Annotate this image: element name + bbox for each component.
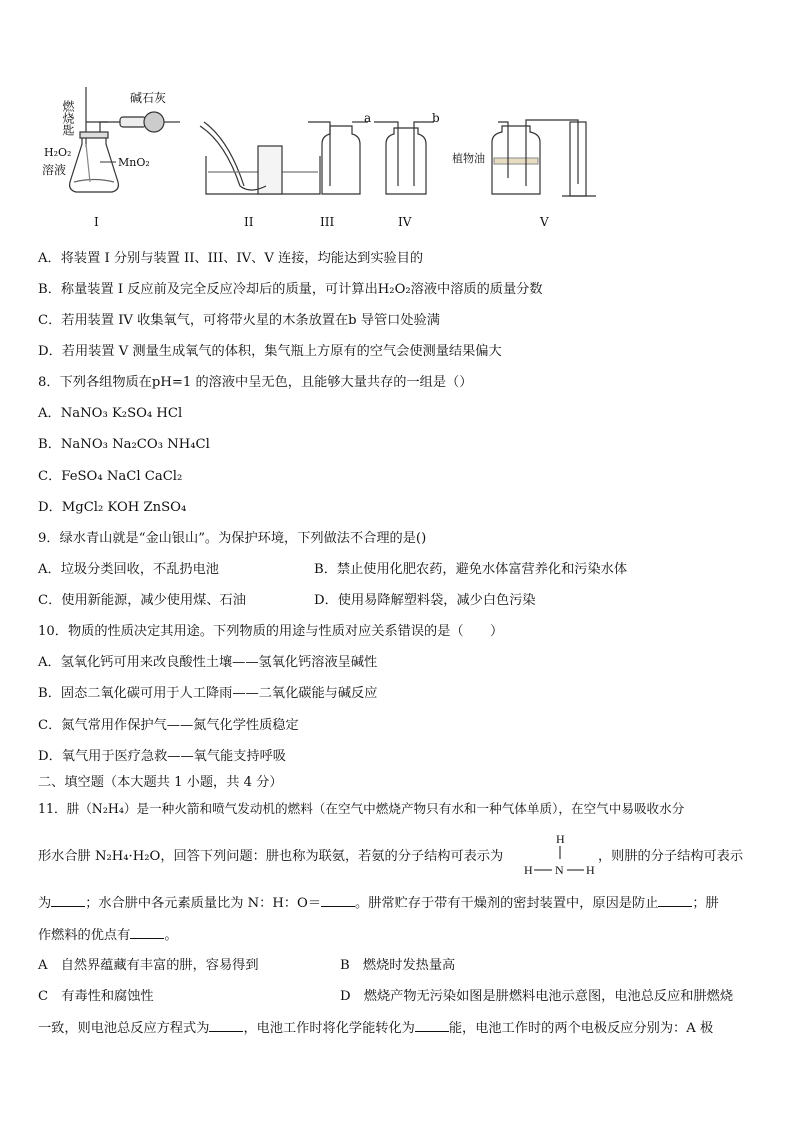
answer-blank-2[interactable] (321, 894, 355, 907)
answer-blank-5[interactable] (209, 1019, 243, 1032)
q9-option-c: C．使用新能源，减少使用煤、石油 (38, 593, 246, 608)
q9-option-a: A．垃圾分类回收，不乱扔电池 (38, 562, 219, 577)
port-a-label: a (364, 111, 372, 125)
q9-option-b: B．禁止使用化肥农药，避免水体富营养化和污染水体 (314, 562, 628, 577)
q11-option-d: D 燃烧产物无污染如图是肼燃料电池示意图，电池总反应和肼燃烧 (340, 989, 734, 1004)
q11-line-2 (38, 848, 503, 866)
q11-line-2-text-b: ，则肼的分子结构可表示 (598, 849, 744, 864)
apparatus-figure (30, 82, 750, 232)
q11-line-4-text-a: 作燃料的优点有 (38, 928, 131, 943)
ammonia-h-left: H (524, 863, 533, 877)
mno2-label: MnO₂ (118, 156, 150, 169)
q11-line-3-text-d: ；肼 (692, 896, 719, 911)
q10-option-a: A．氢氧化钙可用来改良酸性土壤——氢氧化钙溶液呈碱性 (38, 655, 378, 670)
q11-line-6-text-b: ，电池工作时将化学能转化为 (243, 1021, 415, 1036)
apparatus-label-2: II (244, 215, 254, 229)
q11-line-3-text-c: 。肼常贮存于带有干燥剂的密封装置中，原因是防止 (355, 896, 659, 911)
q10-option-b: B．固态二氧化碳可用于人工降雨——二氧化碳能与碱反应 (38, 686, 378, 701)
q11-option-b: B 燃烧时发热量高 (340, 958, 456, 973)
answer-blank-4[interactable] (130, 926, 164, 939)
q7-option-a: A．将装置 I 分别与装置 II、III、IV、V 连接，均能达到实验目的 (38, 251, 424, 266)
apparatus-2 (200, 122, 320, 194)
apparatus-4 (374, 122, 434, 194)
q11-line-3-text-b: ；水合肼中各元素质量比为 N：H：O＝ (85, 896, 322, 911)
port-b-label: b (432, 111, 440, 125)
q11-line-4 (38, 926, 178, 945)
vegetable-oil-label: 植物油 (452, 152, 485, 165)
q11-line-2-text-a: 形水合肼 N₂H₄·H₂O，回答下列问题：肼也称为联氨，若氨的分子结构可表示为 (38, 849, 504, 864)
q11-line-6 (38, 1019, 713, 1038)
section-2-heading: 二、填空题（本大题共 1 小题，共 4 分） (38, 775, 283, 790)
ammonia-n: N (555, 863, 564, 877)
q11-line-4-text-b: 。 (164, 928, 178, 943)
q7-option-d: D．若用装置 V 测量生成氧气的体积，集气瓶上方原有的空气会使测量结果偏大 (38, 344, 502, 359)
q7-option-b: B．称量装置 I 反应前及完全反应冷却后的质量，可计算出H₂O₂溶液中溶质的质量分数 (38, 282, 543, 297)
q11-line-1: 11．肼（N₂H₄）是一种火箭和喷气发动机的燃料（在空气中燃烧产物只有水和一种气体单质），在空气中易吸收水分 (38, 801, 685, 816)
q11-line-3 (38, 894, 719, 913)
q7-option-c: C．若用装置 IV 收集氧气，可将带火星的木条放置在b 导管口处验满 (38, 313, 440, 328)
ammonia-structure-figure (524, 832, 608, 880)
h2o2-label: H₂O₂ (44, 146, 72, 159)
q8-option-b: B．NaNO₃ Na₂CO₃ NH₄Cl (38, 437, 210, 452)
solution-label: 溶液 (42, 163, 67, 177)
apparatus-3 (308, 122, 368, 194)
apparatus-5 (492, 120, 596, 196)
q11-line-3-text-a: 为 (38, 896, 52, 911)
q11-option-a: A 自然界蕴藏有丰富的肼，容易得到 (38, 958, 259, 973)
apparatus-label-4: IV (398, 215, 412, 229)
q11-line-6-text-a: 一致，则电池总反应方程式为 (38, 1021, 210, 1036)
q11-line-6-text-c: 能，电池工作时的两个电极反应分别为：A 极 (448, 1021, 714, 1036)
q8-option-d: D．MgCl₂ KOH ZnSO₄ (38, 500, 187, 515)
soda-lime-label: 碱石灰 (130, 91, 167, 105)
q9-stem: 9．绿水青山就是“金山银山”。为保护环境，下列做法不合理的是() (38, 531, 427, 546)
q10-option-d: D．氧气用于医疗急救——氧气能支持呼吸 (38, 749, 286, 764)
q10-option-c: C．氮气常用作保护气——氮气化学性质稳定 (38, 718, 299, 733)
q11-option-c: C 有毒性和腐蚀性 (38, 989, 154, 1004)
answer-blank-3[interactable] (658, 894, 692, 907)
ammonia-h-right: H (586, 863, 595, 877)
q9-option-d: D．使用易降解塑料袋，减少白色污染 (314, 593, 536, 608)
burning-spoon-label: 燃烧匙 (61, 100, 75, 136)
q8-stem: 8．下列各组物质在pH=1 的溶液中呈无色，且能够大量共存的一组是（） (38, 375, 473, 390)
apparatus-label-5: V (540, 215, 549, 229)
ammonia-h-top: H (556, 832, 565, 846)
q8-option-c: C．FeSO₄ NaCl CaCl₂ (38, 469, 183, 484)
apparatus-label-1: I (94, 215, 99, 229)
apparatus-label-3: III (320, 215, 335, 229)
answer-blank-6[interactable] (415, 1019, 449, 1032)
answer-blank-1[interactable] (51, 894, 85, 907)
q10-stem: 10．物质的性质决定其用途。下列物质的用途与性质对应关系错误的是（ ） (38, 624, 504, 639)
q8-option-a: A．NaNO₃ K₂SO₄ HCl (38, 406, 183, 421)
